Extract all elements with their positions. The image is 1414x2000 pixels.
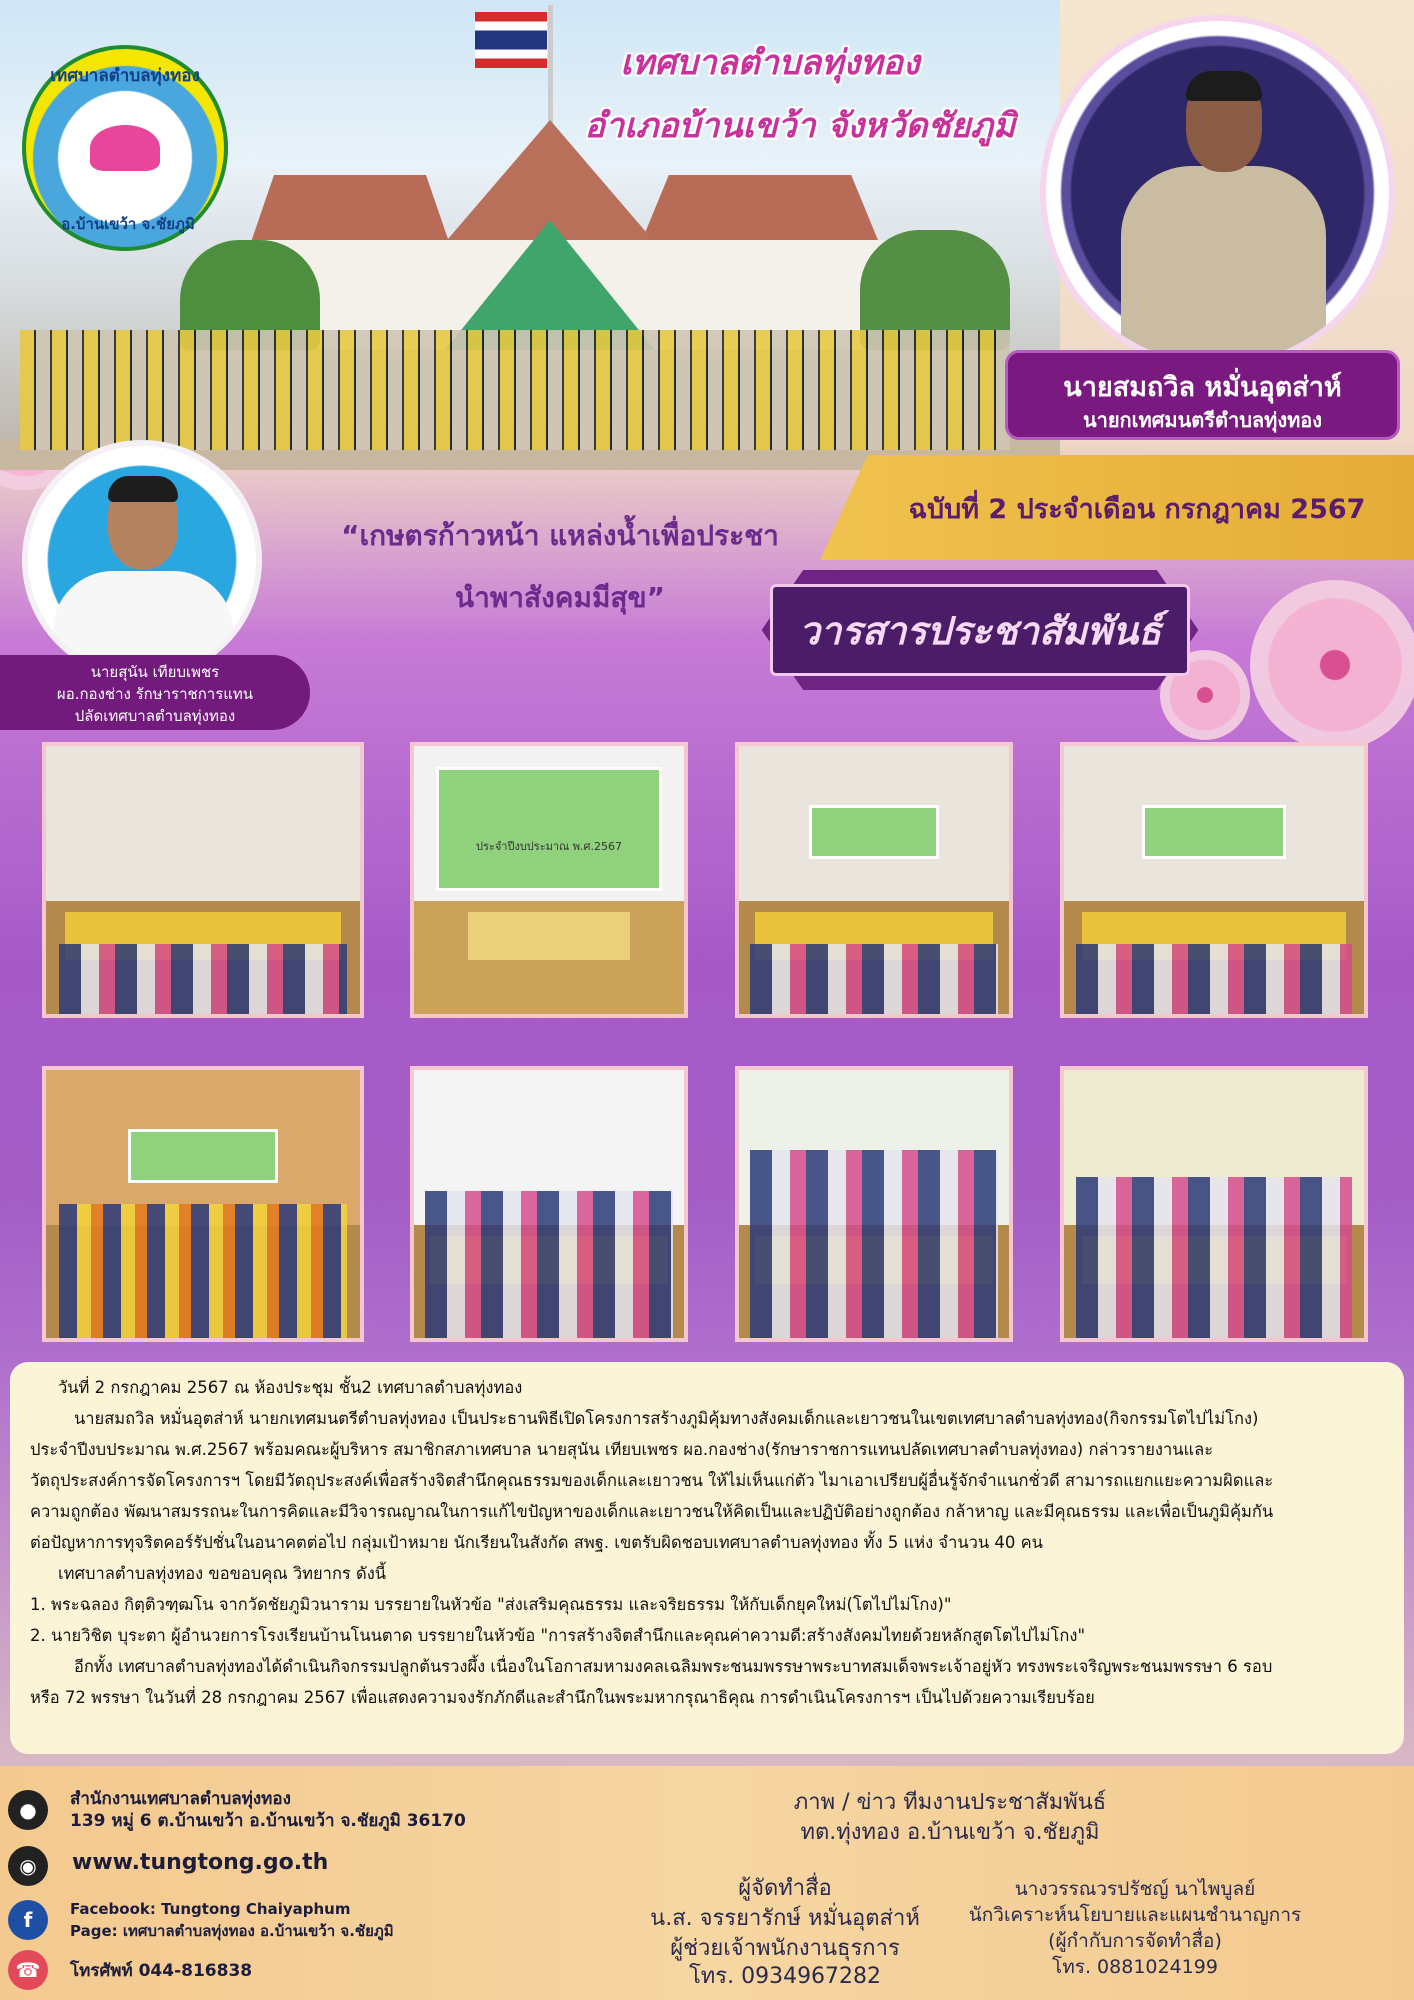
slogan-line1: “เกษตรก้าวหน้า แหล่งน้ำเพื่อประชา <box>341 519 779 552</box>
article-line-5: ความถูกต้อง พัฒนาสมรรถนะในการคิดและมีวิจารณญาณในการแก้ไขปัญหาของเด็กและเยาวชนให้คิดเป็นและปฏิบัติอย่างถูกต้อง กล้าหาญ และมีคุณธรรม และเพื่อเป็นภูมิคุ้มกัน <box>30 1502 1274 1521</box>
flower-decoration-right <box>1250 580 1414 750</box>
globe-icon: ◉ <box>8 1846 48 1886</box>
article-line-11: หรือ 72 พรรษา ในวันที่ 28 กรกฎาคม 2567 เพื่อแสดงความจงรักภักดีและสำนึกในพระมหากรุณาธิคุณ การดำเนินโครงการฯ เป็นไปด้วยความเรียบร้อย <box>30 1688 1095 1707</box>
staff-group-photo <box>20 330 1010 450</box>
mayor-name-banner <box>1005 350 1400 440</box>
activity-photo-4 <box>1060 742 1368 1018</box>
facebook-line2[interactable]: Page: เทศบาลตำบลทุ่งทอง อ.บ้านเขว้า จ.ชัยภูมิ <box>70 1922 394 1940</box>
supervisor-name: นางวรรณวรปรัชญ์ นาไพบูลย์ <box>1014 1878 1256 1900</box>
activity-photo-7 <box>735 1066 1013 1342</box>
journal-title-frame <box>720 570 1240 690</box>
article-line-6: ต่อปัญหาการทุจริตคอร์รัปชั่นในอนาคตต่อไป กลุ่มเป้าหมาย นักเรียนในสังกัด สพฐ. เขตรับผิดชอบเทศบาลตำบลทุ่งทอง ทั้ง 5 แห่ง จำนวน 40 คน <box>30 1533 1043 1552</box>
activity-photo-1 <box>42 742 364 1018</box>
thai-flag-icon <box>475 12 547 68</box>
mayor-name: นายสมถวิล หมั่นอุตส่าห์ <box>1063 372 1342 403</box>
website-link[interactable]: www.tungtong.go.th <box>72 1850 329 1875</box>
news-article <box>10 1362 1404 1754</box>
slogan-line2: นำพาสังคมมีสุข” <box>454 581 666 614</box>
activity-photo-6 <box>410 1066 688 1342</box>
article-line-4: วัตถุประสงค์การจัดโครงการฯ โดยมีวัตถุประสงค์เพื่อสร้างจิตสำนึกคุณธรรมของเด็กและเยาวชน ให้ไม่เห็นแก่ตัว ไมาเอาเปรียบผู้อื่นรู้จักจำแนกชั่วดี สามารถแยกแยะความผิดและ <box>30 1471 1274 1490</box>
producer-phone: โทร. 0934967282 <box>688 1964 882 1989</box>
mayor-hair <box>1186 71 1262 101</box>
journal-title: วารสารประชาสัมพันธ์ <box>798 607 1162 653</box>
deputy-position-line2: ปลัดเทศบาลตำบลทุ่งทอง <box>74 707 236 725</box>
deputy-portrait <box>22 440 262 680</box>
building-roof-right <box>640 175 880 245</box>
deputy-name: นายสุนัน เทียบเพชร <box>90 663 220 681</box>
facebook-icon: f <box>8 1900 48 1940</box>
supervisor-position: นักวิเคราะห์นโยบายและแผนชำนาญการ <box>968 1904 1302 1926</box>
article-line-10: อีกทั้ง เทศบาลตำบลทุ่งทองได้ดำเนินกิจกรรมปลูกต้นรวงผึ้ง เนื่องในโอกาสมหามงคลเฉลิมพระชนมพรรษาพระบาทสมเด็จพระเจ้าอยู่หัว ทรงพระเจริญพระชนมพรรษา 6 รอบ <box>74 1657 1273 1676</box>
deputy-position-line1: ผอ.กองช่าง รักษาราชการแทน <box>56 685 254 703</box>
org-title-line2: อำเภอบ้านเขว้า จังหวัดชัยภูมิ <box>584 106 1016 146</box>
article-line-1: วันที่ 2 กรกฎาคม 2567 ณ ห้องประชุม ชั้น2 เทศบาลตำบลทุ่งทอง <box>58 1378 523 1397</box>
article-line-9: 2. นายวิชิต บุระตา ผู้อำนวยการโรงเรียนบ้านโนนตาด บรรยายในหัวข้อ "การสร้างจิตสำนึกและคุณค่าความดี:สร้างสังคมไทยด้วยหลักสูตโตไปไม่โกง" <box>30 1626 1086 1645</box>
credit-line1: ภาพ / ข่าว ทีมงานประชาสัมพันธ์ <box>793 1790 1107 1815</box>
producer-name: น.ส. จรรยารักษ์ หมั่นอุตส่าห์ <box>650 1906 920 1931</box>
activity-photo-3 <box>735 742 1013 1018</box>
producer-position: ผู้ช่วยเจ้าพนักงานธุรการ <box>670 1936 900 1961</box>
credit-line2: ทต.ทุ่งทอง อ.บ้านเขว้า จ.ชัยภูมิ <box>800 1820 1100 1845</box>
issue-number: ฉบับที่ 2 ประจำเดือน กรกฎาคม 2567 <box>908 494 1366 525</box>
map-pin-icon: ● <box>8 1790 48 1830</box>
building-roof-left <box>250 175 450 245</box>
mayor-position: นายกเทศมนตรีตำบลทุ่งทอง <box>1082 408 1323 432</box>
article-line-3: ประจำปีงบประมาณ พ.ศ.2567 พร้อมคณะผู้บริหาร สมาชิกสภาเทศบาล นายสุนัน เทียบเพชร ผอ.กองช่าง(รักษาราชการแทนปลัดเทศบาลตำบลทุ่งทอง) กล่าวรายงานและ <box>30 1440 1214 1459</box>
mayor-uniform <box>1121 166 1326 370</box>
article-line-8: 1. พระฉลอง กิตฺติวฑฺฒโน จากวัดชัยภูมิวนาราม บรรยายในหัวข้อ "ส่งเสริมคุณธรรม และจริยธรรม ให้กับเด็กยุคใหม่(โตไปไม่โกง)" <box>30 1595 952 1614</box>
office-phone: โทรศัพท์ 044-816838 <box>70 1961 253 1981</box>
office-name: สำนักงานเทศบาลตำบลทุ่งทอง <box>70 1789 291 1809</box>
deputy-name-banner <box>0 655 310 730</box>
logo-top-text: เทศบาลตำบลทุ่งทอง <box>50 66 200 86</box>
activity-photo-2 <box>410 742 688 1018</box>
photo-banner-caption: ประจำปีงบประมาณ พ.ศ.2567 <box>476 840 622 854</box>
supervisor-phone: โทร. 0881024199 <box>1052 1956 1218 1978</box>
office-address: 139 หมู่ 6 ต.บ้านเขว้า อ.บ้านเขว้า จ.ชัยภูมิ 36170 <box>70 1811 466 1831</box>
org-title-line1: เทศบาลตำบลทุ่งทอง <box>620 43 920 83</box>
supervisor-role: (ผู้กำกับการจัดทำสื่อ) <box>1048 1930 1222 1952</box>
lotus-icon <box>90 125 160 171</box>
phone-icon: ☎ <box>8 1950 48 1990</box>
article-line-7: เทศบาลตำบลทุ่งทอง ขอขอบคุณ วิทยากร ดังนี้ <box>58 1564 387 1583</box>
activity-photo-5 <box>42 1066 364 1342</box>
facebook-line1[interactable]: Facebook: Tungtong Chaiyaphum <box>70 1900 351 1918</box>
producer-label: ผู้จัดทำสื่อ <box>738 1876 832 1901</box>
logo-bottom-text: อ.บ้านเขว้า จ.ชัยภูมิ <box>61 215 195 233</box>
activity-photo-8 <box>1060 1066 1368 1342</box>
article-line-2: นายสมถวิล หมั่นอุตส่าห์ นายกเทศมนตรีตำบลทุ่งทอง เป็นประธานพิธีเปิดโครงการสร้างภูมิคุ้มทางสังคมเด็กและเยาวชนในเขตเทศบาลตำบลทุ่งทอง(กิจกรรมโตไปไม่โกง) <box>74 1409 1259 1428</box>
deputy-hair <box>108 476 178 502</box>
mayor-portrait <box>1040 15 1395 370</box>
